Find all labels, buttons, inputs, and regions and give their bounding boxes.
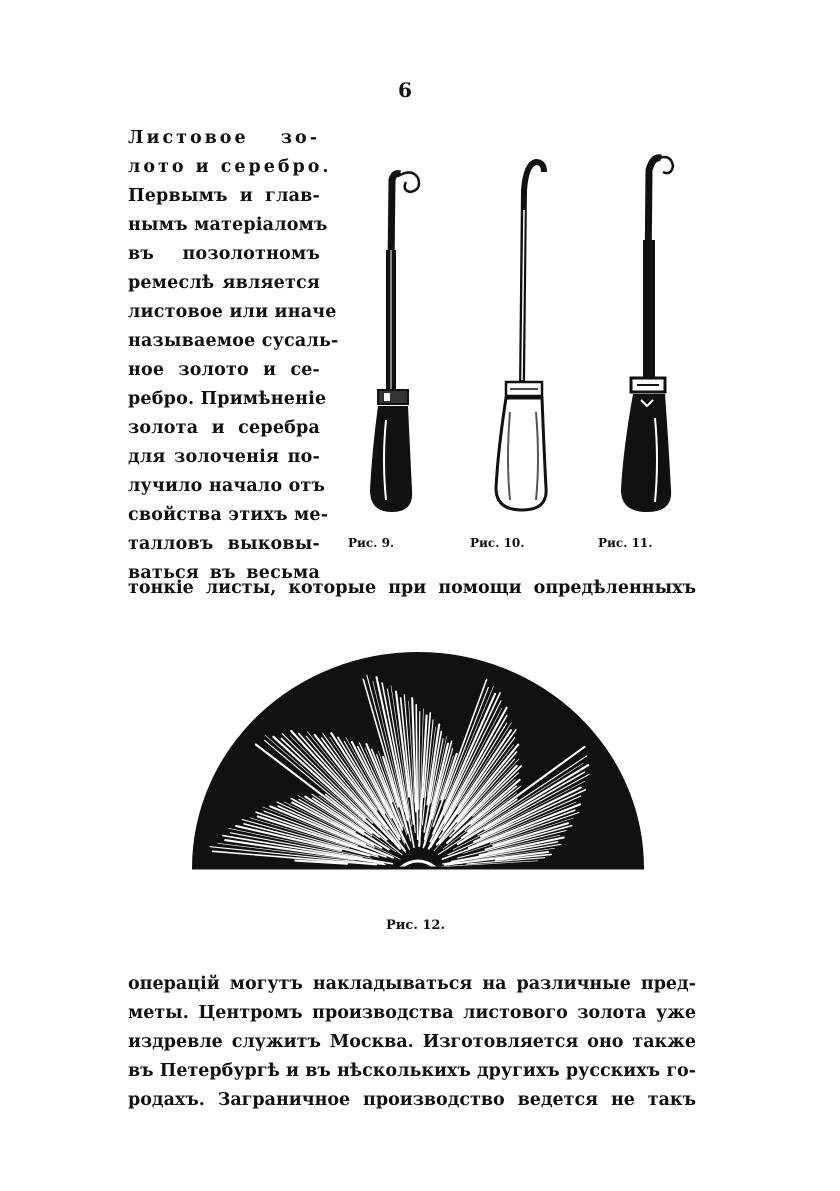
text-line: издревле служитъ Москва. Изготовляется оно также (128, 1032, 696, 1052)
figure-10-hook-tool (470, 150, 580, 560)
text-line: лучило начало отъ (128, 476, 326, 496)
body-text (128, 970, 696, 1115)
text-line: операцій могутъ накладываться на различные пред- (128, 974, 696, 994)
text-line: въ Петербургѣ и въ нѣсколькихъ другихъ русскихъ го- (128, 1061, 696, 1081)
text-line: называемое сусаль- (128, 331, 339, 351)
text-line: для золоченія по- (128, 447, 320, 467)
text-line: ребро. Примѣненіе (128, 389, 327, 409)
text-line: ное золото и се- (128, 360, 320, 380)
text-line: ремеслѣ является (128, 273, 320, 293)
text-line: свойства этихъ ме- (128, 505, 329, 525)
tool-figures (330, 150, 700, 560)
text-line: талловъ выковы- (128, 534, 320, 554)
text-line: Листовое зо- (128, 128, 320, 148)
figure-10-caption: Рис. 10. (470, 536, 525, 550)
hook-tool-11-illustration (595, 150, 705, 560)
text-line: родахъ. Заграничное производство ведется не такъ (128, 1090, 696, 1110)
figure-11-caption: Рис. 11. (598, 536, 653, 550)
hook-tool-9-illustration (340, 150, 450, 560)
text-line: Первымъ и глав- (128, 186, 320, 206)
figure-9-caption: Рис. 9. (348, 536, 395, 550)
text-line: меты. Центромъ производства листового золота уже (128, 1003, 696, 1023)
text-line: нымъ матеріаломъ (128, 215, 328, 235)
hook-tool-10-illustration (470, 150, 580, 560)
text-line: ваться въ весьма (128, 563, 320, 583)
continuation-line: тонкіе листы, которые при помощи опредѣленныхъ (128, 578, 696, 598)
text-line: листовое или иначе (128, 302, 337, 322)
text-line: лото и серебро. (128, 157, 332, 177)
text-line: въ позолотномъ (128, 244, 320, 264)
fan-brush-illustration (190, 648, 646, 870)
figure-12-caption: Рис. 12. (386, 918, 446, 933)
page-number: 6 (398, 78, 412, 102)
figure-9-hook-tool (340, 150, 450, 560)
text-line: золота и серебра (128, 418, 320, 438)
left-text-column (128, 124, 339, 588)
figure-11-hook-tool (595, 150, 705, 560)
